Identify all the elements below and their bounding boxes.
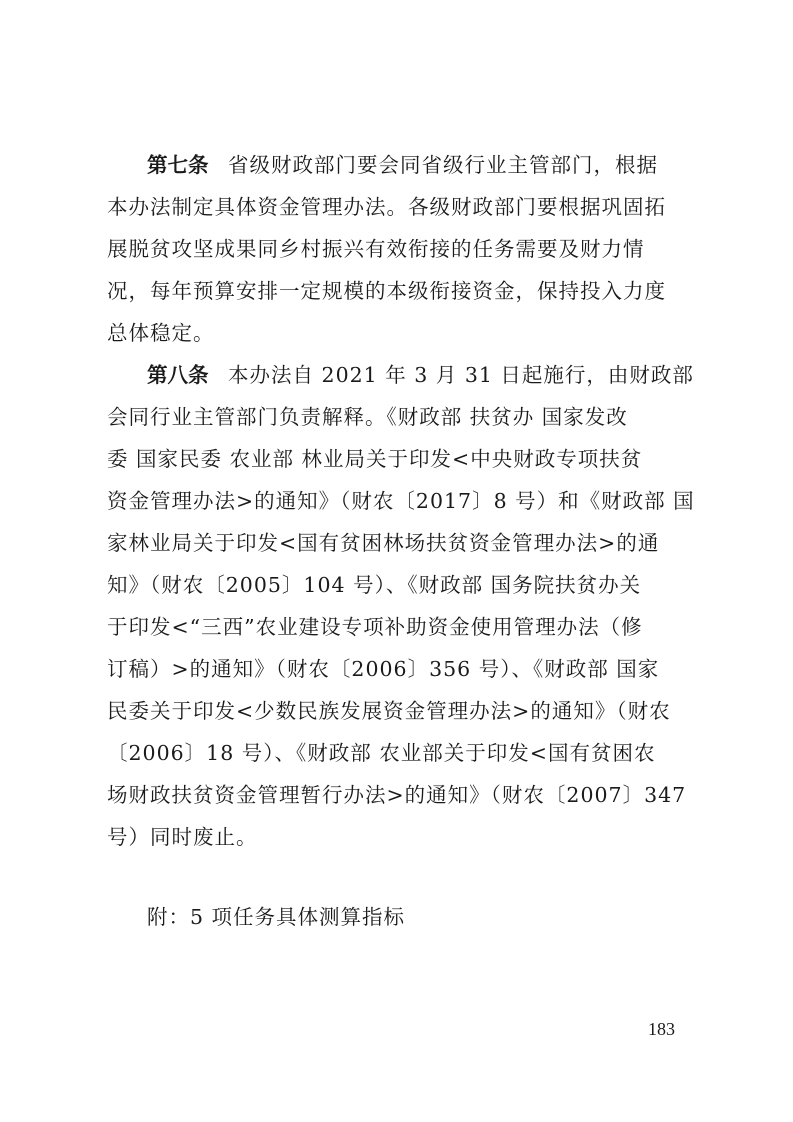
article8-text: 本办法自 2021 年 3 月 31 日起施行，由财政部 xyxy=(228,363,694,387)
article8-line-7: 于印发<“三西”农业建设专项补助资金使用管理办法（修 xyxy=(107,615,643,639)
article7-line-5: 总体稳定。 xyxy=(107,321,215,345)
article8-line-4: 资金管理办法>的通知》（财农〔2017〕8 号）和《财政部 国 xyxy=(107,489,695,513)
article8-line-9: 民委关于印发<少数民族发展资金管理办法>的通知》（财农 xyxy=(107,699,671,723)
article7-line-2: 本办法制定具体资金管理办法。各级财政部门要根据巩固拓 xyxy=(107,195,666,219)
article8-line-5: 家林业局关于印发<国有贫困林场扶贫资金管理办法>的通 xyxy=(107,531,660,555)
article8-line-8: 订稿）>的通知》（财农〔2006〕356 号）、《财政部 国家 xyxy=(107,657,660,681)
article8-label: 第八条 xyxy=(147,363,209,387)
article7-line-3: 展脱贫攻坚成果同乡村振兴有效衔接的任务需要及财力情 xyxy=(107,237,645,261)
article8-line-10: 〔2006〕18 号）、《财政部 农业部关于印发<国有贫困农 xyxy=(107,741,656,765)
article8-line-3: 委 国家民委 农业部 林业局关于印发<中央财政专项扶贫 xyxy=(107,447,643,471)
article7-text: 省级财政部门要会同省级行业主管部门，根据 xyxy=(228,153,659,177)
article7-label: 第七条 xyxy=(147,153,209,177)
article7-line-1 xyxy=(147,148,658,178)
article8-line-11: 场财政扶贫资金管理暂行办法>的通知》（财农〔2007〕347 xyxy=(107,783,687,807)
page-number: 183 xyxy=(648,1019,675,1039)
attachment-note: 附：5 项任务具体测算指标 xyxy=(147,905,406,929)
article8-line-6: 知》（财农〔2005〕104 号）、《财政部 国务院扶贫办关 xyxy=(107,573,642,597)
article8-line-1 xyxy=(147,358,694,388)
article8-line-2: 会同行业主管部门负责解释。《财政部 扶贫办 国家发改 xyxy=(107,405,628,429)
article8-line-12: 号）同时废止。 xyxy=(107,825,258,849)
article7-line-4: 况，每年预算安排一定规模的本级衔接资金，保持投入力度 xyxy=(107,279,666,303)
